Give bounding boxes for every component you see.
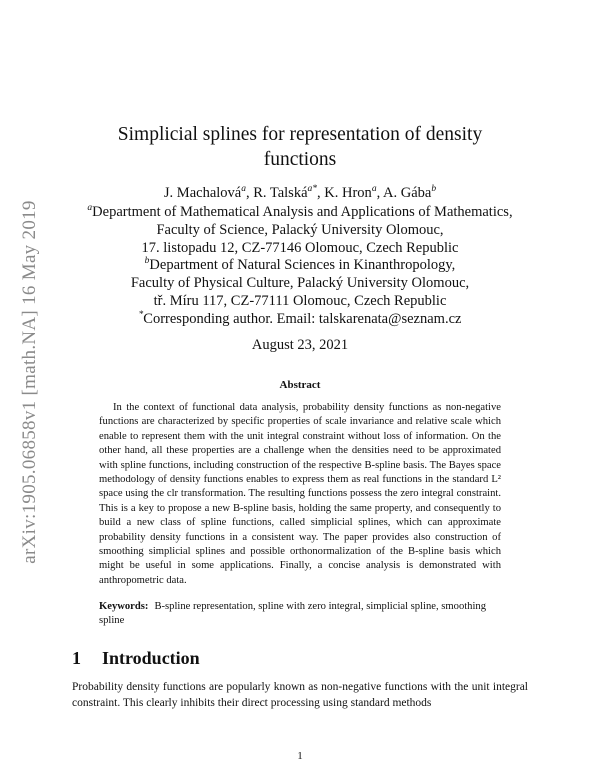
arxiv-identifier: arXiv:1905.06858v1 [math.NA] 16 May 2019 (19, 200, 40, 564)
affiliation-a-line-3: 17. listopadu 12, CZ-77146 Olomouc, Czech Republic (141, 240, 459, 256)
affiliation-b-line-1: $^b$Department of Natural Sciences in Kinanthropology, (144, 256, 456, 273)
title-line-2: functions (263, 149, 337, 170)
author-name: J. Machalová (163, 185, 242, 201)
affiliation-b-line-3: tř. Míru 117, CZ-77111 Olomouc, Czech Republic (153, 293, 447, 309)
corresponding-author: *Corresponding author. Email: talskarenata@seznam.cz (138, 310, 462, 327)
paper-title (90, 122, 510, 172)
author-name: A. Gába (383, 185, 432, 201)
author-name: R. Talská (253, 185, 308, 201)
keywords-text: B-spline representation, spline with zero integral, simplicial spline, smoothing spline (99, 601, 487, 627)
section-title: Introduction (102, 648, 200, 668)
title-line-1: Simplicial splines for representation of density (117, 124, 483, 145)
author-name: K. Hron (324, 185, 372, 201)
affiliation-sup: a (87, 203, 93, 214)
intro-paragraph: Probability density functions are popularly known as non-negative functions with the unit integral constraint. This clearly inhibits their direct processing using standard methods (72, 681, 528, 709)
author-sup: a* (307, 184, 318, 195)
corresponding-sup: * (138, 310, 144, 321)
affiliation-sup: b (144, 256, 150, 267)
section-number: 1 (72, 648, 81, 668)
abstract-heading: Abstract (279, 379, 321, 391)
author-sup: b (431, 184, 437, 195)
paper-date: August 23, 2021 (251, 337, 349, 353)
affiliation-a-line-1: $^a$Department of Mathematical Analysis and Applications of Mathematics, (87, 203, 513, 220)
abstract-text: In the context of functional data analysis, probability density functions as non-negative functions are characterized by specific properties of scale invariance and relative scale which enable to represent them with the unit integral constraint without loss of information. On the other hand, all these properties are a challenge when the densities need to be approximated with spline functions, including construction of the respective B-spline basis. The Bayes space methodology of density functions enables to express them as real functions in the standard L² space using the clr transformation. The resulting functions possess the zero integral constraint. This is a key to propose a new B-spline basis, holding the same property, and consequently to build a new class of spline functions, called simplicial splines, which can approximate probability density functions in a consistent way. The paper provides also construction of smoothing simplicial splines and possible orthonormalization of the B-spline basis which might be useful in some applications. Finally, a concise analysis is demonstrated with anthropometric data. (99, 402, 501, 586)
affiliation-b-line-2: Faculty of Physical Culture, Palacký University Olomouc, (130, 275, 470, 291)
author-sup: a (371, 184, 377, 195)
affiliation-a-line-2: Faculty of Science, Palacký University Olomouc, (156, 222, 444, 238)
section-heading (72, 648, 200, 669)
keywords-label: Keywords: (99, 601, 149, 612)
author-sup: a (241, 184, 246, 195)
keywords (99, 600, 501, 629)
arxiv-stamp (12, 186, 48, 578)
author-list: J. Machalová$^a$, R. Talská$^{a*}$, K. Hron$^a$, A. Gába$^b$ (163, 184, 437, 201)
page-number: 1 (297, 750, 303, 762)
